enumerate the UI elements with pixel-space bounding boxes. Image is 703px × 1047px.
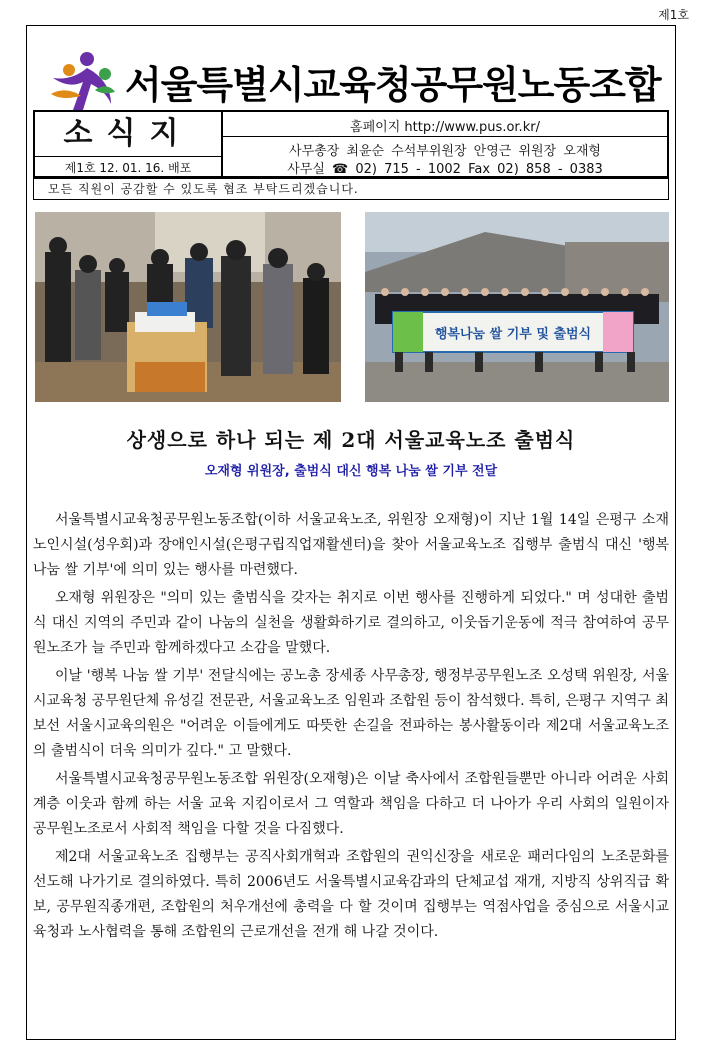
event-photo-right: [365, 212, 669, 402]
article-body: [33, 508, 669, 948]
article-subheadline: 오재형 위원장, 출범식 대신 행복 나눔 쌀 기부 전달: [204, 464, 498, 479]
union-logo-icon: [47, 50, 117, 116]
article-paragraph: 서울특별시교육청공무원노동조합(이하 서울교육노조, 위원장 오재형)이 지난 1월 14일 은평구 소재 노인시설(성우회)과 장애인시설(은평구립직업재활센터)을 찾아 서울교육노조 집행부 출범식 대신 '행복 나눔 쌀 기부'에 의미 있는 행사를 마련했다.: [33, 512, 669, 578]
article-paragraph: 이날 '행복 나눔 쌀 기부' 전달식에는 공노총 장세종 사무총장, 행정부공무원노조 오성택 위원장, 서울시교육청 공무원단체 유성길 전문관, 서울교육노조 임원과 조합원 등이 참석했다. 특히, 은평구 지역구 최보선 서울시교육의원은 "어려운 이들에게도 따뜻한 손길을 전파하는 봉사활동이라 제2대 서울교육노조의 출범식이 더욱 의미가 깊다." 고 말했다.: [33, 668, 669, 759]
newsletter-name: 소식지: [63, 116, 193, 151]
article-headline: 상생으로 하나 되는 제 2대 서울교육노조 출범식: [126, 428, 576, 452]
article-paragraph: 서울특별시교육청공무원노동조합 위원장(오재형)은 이날 축사에서 조합원들뿐만 아니라 어려운 사회계층 이웃과 함께 하는 서울 교육 지킴이로서 그 역할과 책임을 다하고 더 나아가 우리 사회의 일원이자 공무원노조로서 사회적 책임을 다할 것을 다짐했다.: [33, 771, 669, 837]
article-paragraph: 오재형 위원장은 "의미 있는 출범식을 갖자는 취지로 이번 행사를 진행하게 되었다." 며 성대한 출범식 대신 지역의 주민과 같이 나눔의 실천을 생활화하기로 결의하고, 이웃돕기운동에 적극 참여하여 공무원노조가 늘 주민과 함께하겠다고 소감을 말했다.: [33, 590, 669, 656]
contact-box: [223, 110, 669, 178]
issue-info: 제1호 12. 01. 16. 배포: [35, 156, 221, 179]
page-number: 제1호: [658, 8, 689, 22]
banner-text: 행복나눔 쌀 기부 및 출범식: [434, 327, 592, 342]
divider: [223, 136, 667, 137]
notice-bar: 모든 직원이 공감할 수 있도록 협조 부탁드리겠습니다.: [33, 178, 669, 200]
officers-line: 사무총장 최윤순 수석부위원장 안영근 위원장 오재형: [289, 144, 601, 159]
newsletter-name-box: [33, 110, 223, 178]
homepage-line: 홈페이지 http://www.pus.or.kr/: [350, 120, 540, 135]
newsletter-frame: [26, 25, 676, 1040]
article-paragraph: 제2대 서울교육노조 집행부는 공직사회개혁과 조합원의 권익신장을 새로운 패러다임의 노조문화를 선도해 나가기로 결의하였다. 특히 2006년도 서울특별시교육감과의 단체교섭 재개, 지방직 상위직급 확보, 공무원직종개편, 조합원의 처우개선에 총력을 다 할 것이며 집행부는 역점사업을 중심으로 서울시교육청과 노사협력을 통해 조합원의 근로개선을 전개 해 나갈 것이다.: [33, 849, 669, 940]
organization-title: 서울특별시교육청공무원노동조합: [125, 63, 661, 107]
office-contact-line: 사무실 ☎ 02) 715 - 1002 Fax 02) 858 - 0383: [287, 162, 603, 177]
event-photo-left: [35, 212, 341, 402]
newsletter-masthead: [33, 110, 669, 200]
masthead-logo-row: [27, 46, 675, 120]
